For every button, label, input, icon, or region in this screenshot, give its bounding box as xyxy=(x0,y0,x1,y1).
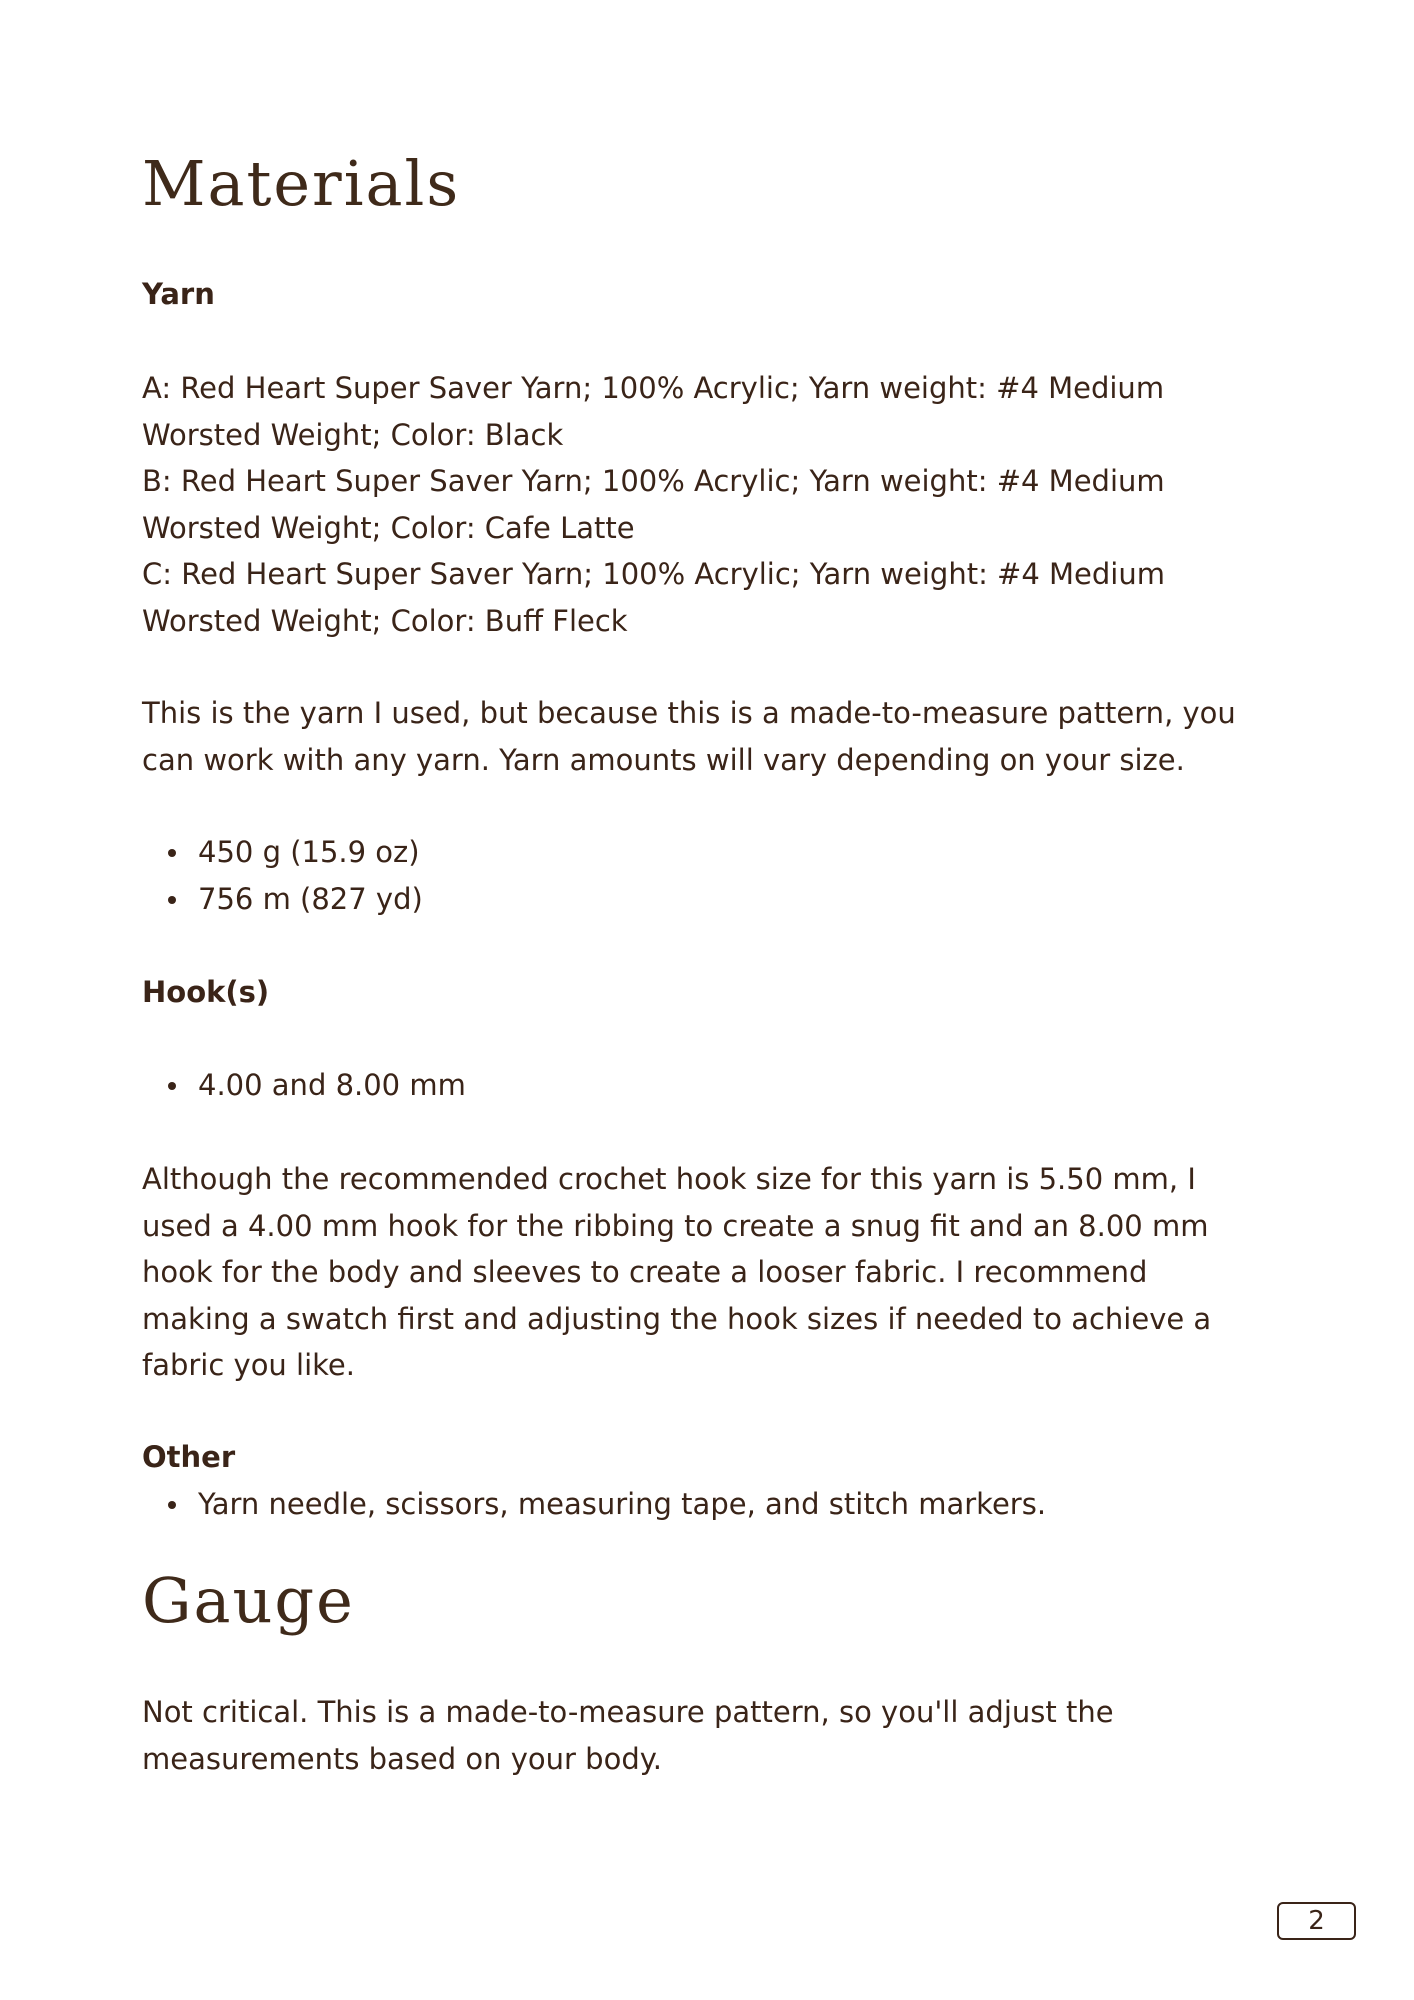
yarn-detail-line: C: Red Heart Super Saver Yarn; 100% Acrylic; Yarn weight: #4 Medium xyxy=(142,557,1165,591)
bullet-icon xyxy=(168,1082,176,1090)
yarn-details xyxy=(142,365,1165,644)
yarn-note xyxy=(142,690,1236,783)
other-subheading: Other xyxy=(142,1440,236,1474)
yarn-detail-line: Worsted Weight; Color: Cafe Latte xyxy=(142,510,635,545)
gauge-text xyxy=(142,1689,1114,1782)
list-item xyxy=(142,876,423,923)
other-list xyxy=(142,1481,1046,1528)
hooks-note-line: Although the recommended crochet hook size for this yarn is 5.50 mm, I xyxy=(142,1162,1196,1196)
list-item-text: 756 m (827 yd) xyxy=(198,881,423,916)
hooks-note-line: making a swatch first and adjusting the hook sizes if needed to achieve a xyxy=(142,1301,1212,1336)
hooks-note-line: used a 4.00 mm hook for the ribbing to create a snug fit and an 8.00 mm xyxy=(142,1208,1209,1243)
gauge-text-line: Not critical. This is a made-to-measure pattern, so you'll adjust the xyxy=(142,1695,1114,1729)
gauge-text-line: measurements based on your body. xyxy=(142,1741,662,1776)
bullet-icon xyxy=(168,1501,176,1509)
yarn-note-line: can work with any yarn. Yarn amounts will vary depending on your size. xyxy=(142,742,1185,777)
bullet-icon xyxy=(168,849,176,857)
gauge-heading: Gauge xyxy=(142,1564,355,1637)
hooks-note-line: hook for the body and sleeves to create a looser fabric. I recommend xyxy=(142,1255,1148,1289)
list-item-text: Yarn needle, scissors, measuring tape, and stitch markers. xyxy=(198,1487,1047,1521)
bullet-icon xyxy=(168,896,176,904)
page-number: 2 xyxy=(1277,1902,1356,1940)
hooks-note xyxy=(142,1156,1211,1389)
list-item-text: 450 g (15.9 oz) xyxy=(198,835,420,869)
yarn-subheading: Yarn xyxy=(142,277,215,311)
yarn-amounts-list xyxy=(142,829,423,922)
materials-heading: Materials xyxy=(142,147,461,220)
hooks-note-line: fabric you like. xyxy=(142,1348,355,1382)
yarn-detail-line: B: Red Heart Super Saver Yarn; 100% Acrylic; Yarn weight: #4 Medium xyxy=(142,464,1165,498)
yarn-detail-line: Worsted Weight; Color: Black xyxy=(142,417,564,452)
hooks-list xyxy=(142,1062,466,1109)
yarn-note-line: This is the yarn I used, but because this is a made-to-measure pattern, you xyxy=(142,696,1236,730)
yarn-detail-line: Worsted Weight; Color: Buff Fleck xyxy=(142,603,628,638)
yarn-detail-line: A: Red Heart Super Saver Yarn; 100% Acrylic; Yarn weight: #4 Medium xyxy=(142,371,1165,405)
list-item-text: 4.00 and 8.00 mm xyxy=(198,1068,466,1102)
list-item xyxy=(142,829,423,876)
list-item xyxy=(142,1062,466,1109)
hooks-subheading: Hook(s) xyxy=(142,975,270,1009)
list-item xyxy=(142,1481,1046,1528)
